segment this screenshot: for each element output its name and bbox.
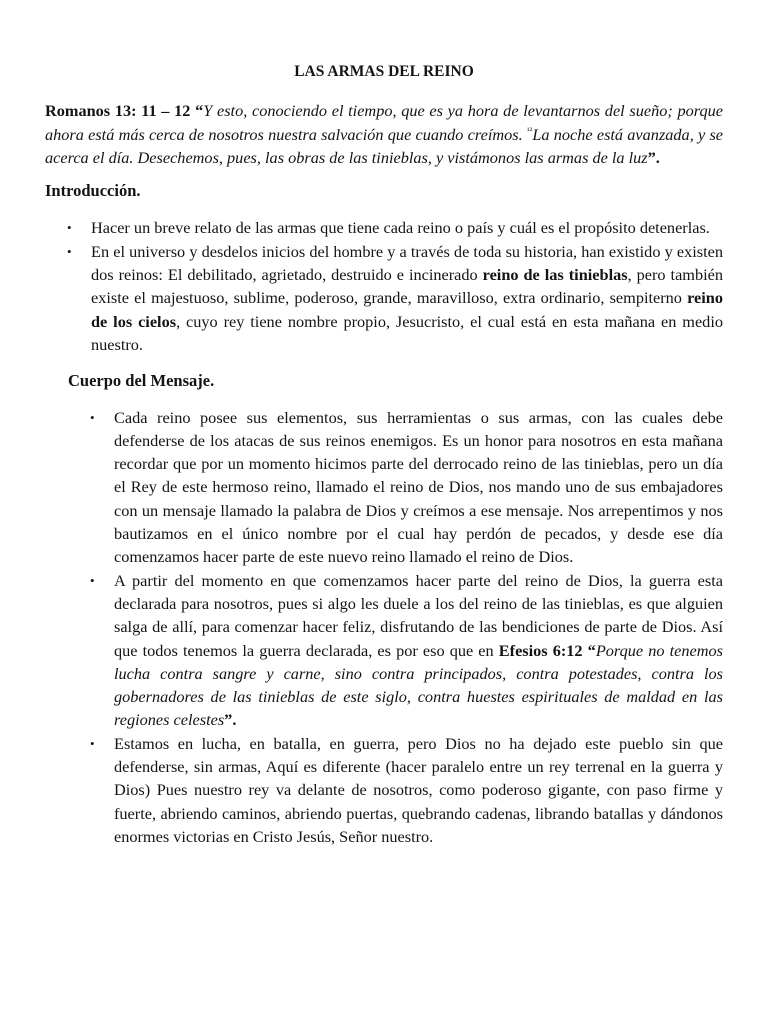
passage-text-2: La noche está avanzada, y se acerca el día. Desechemos, pues, las obras de las tinieblas, y vistámonos las armas de la luz [45,124,724,167]
list-item [45,732,723,848]
verse-number-mark: ¹² [526,125,533,136]
passage-close-quote: ”. [647,147,660,167]
list-item-text: A partir del momento en que comenzamos hacer parte del reino de Dios, la guerra esta declarada para nosotros, pues si algo les duele a los del reino de las tinieblas, es que alguien salga de allí, para comenzar hacer feliz, disfrutando de las bendiciones de parte de Dios. Así que todos tenemos la guerra declarada, es por eso que en [114,570,723,660]
bullet-icon: • [67,243,72,259]
document-title: LAS ARMAS DEL REINO [294,63,474,80]
list-item-text: Hacer un breve relato de las armas que tiene cada reino o país y cuál es el propósito detenerlas. [91,218,710,238]
passage-text-1: Y esto, conociendo el tiempo, que es ya hora de levantarnos del sueño; porque ahora está más cerca de nosotros nuestra salvación que cuando creímos. [45,101,724,144]
introduction-list [45,216,723,356]
bullet-icon: • [90,409,95,425]
list-item-text: Estamos en lucha, en batalla, en guerra, pero Dios no ha dejado este pueblo sin que defenderse, sin armas, Aquí es diferente (hacer paralelo entre un rey terrenal en la guerra y Dios) Pues nuestro rey va delante de nosotros, como poderoso gigante, con paso firme y fuerte, abriendo caminos, abriendo puertas, quebrando cadenas, librando batallas y dándonos enormes victorias en Cristo Jesús, Señor nuestro. [114,733,723,846]
ephesians-quote: Porque no tenemos lucha contra sangre y carne, sino contra principados, contra potestades, contra los gobernadores de las tinieblas de este siglo, contra huestes espirituales de maldad en las regiones celestes [114,640,723,730]
kingdom-darkness-phrase: reino de las tinieblas [482,265,628,285]
bullet-icon: • [90,735,95,751]
list-item [45,216,723,239]
bullet-icon: • [67,220,72,236]
document-page [45,60,723,848]
bullet-icon: • [90,572,95,588]
passage-open-quote: “ [190,101,204,121]
kingdom-heaven-phrase: reino de los cielos [91,288,723,331]
scripture-reference: Romanos 13: 11 – 12 [45,101,191,121]
scripture-passage [45,99,723,169]
list-item-text: Cada reino posee sus elementos, sus herramientas o sus armas, con las cuales debe defenderse de los atacas de sus reinos enemigos. Es un honor para nosotros en esta mañana recordar que por un momento hicimos parte del derrocado reino de las tinieblas, pero un día el Rey de este hermoso reino, llamado el reino de Dios, nos mando uno de sus embajadores con un mensaje llamado la palabra de Dios y creímos a ese mensaje. Nos arrepentimos y nos bautizamos en el único nombre por el cual hay perdón de pecados, y desde ese día comenzamos hacer parte de este nuevo reino llamado el reino de Dios. [114,407,723,567]
list-item [45,406,723,569]
list-item [45,569,723,732]
list-item-text: , cuyo rey tiene nombre propio, Jesucristo, el cual está en esta mañana en medio nuestro. [91,311,723,354]
introduction-heading: Introducción. [45,181,141,201]
list-item-text: En el universo y desdelos inicios del hombre y a través de toda su historia, han existido y existen dos reinos: El debilitado, agrietado, destruido e incinerado [91,241,723,285]
quote-open: “ [582,640,596,660]
ephesians-reference: Efesios 6:12 [498,640,583,660]
list-item [45,240,723,356]
list-item-text: , pero también existe el majestuoso, sublime, poderoso, grande, maravilloso, extra ordinario, sempiterno [91,265,723,308]
message-body-list [45,406,723,849]
message-body-heading: Cuerpo del Mensaje. [68,371,215,391]
quote-close: ”. [224,710,237,730]
